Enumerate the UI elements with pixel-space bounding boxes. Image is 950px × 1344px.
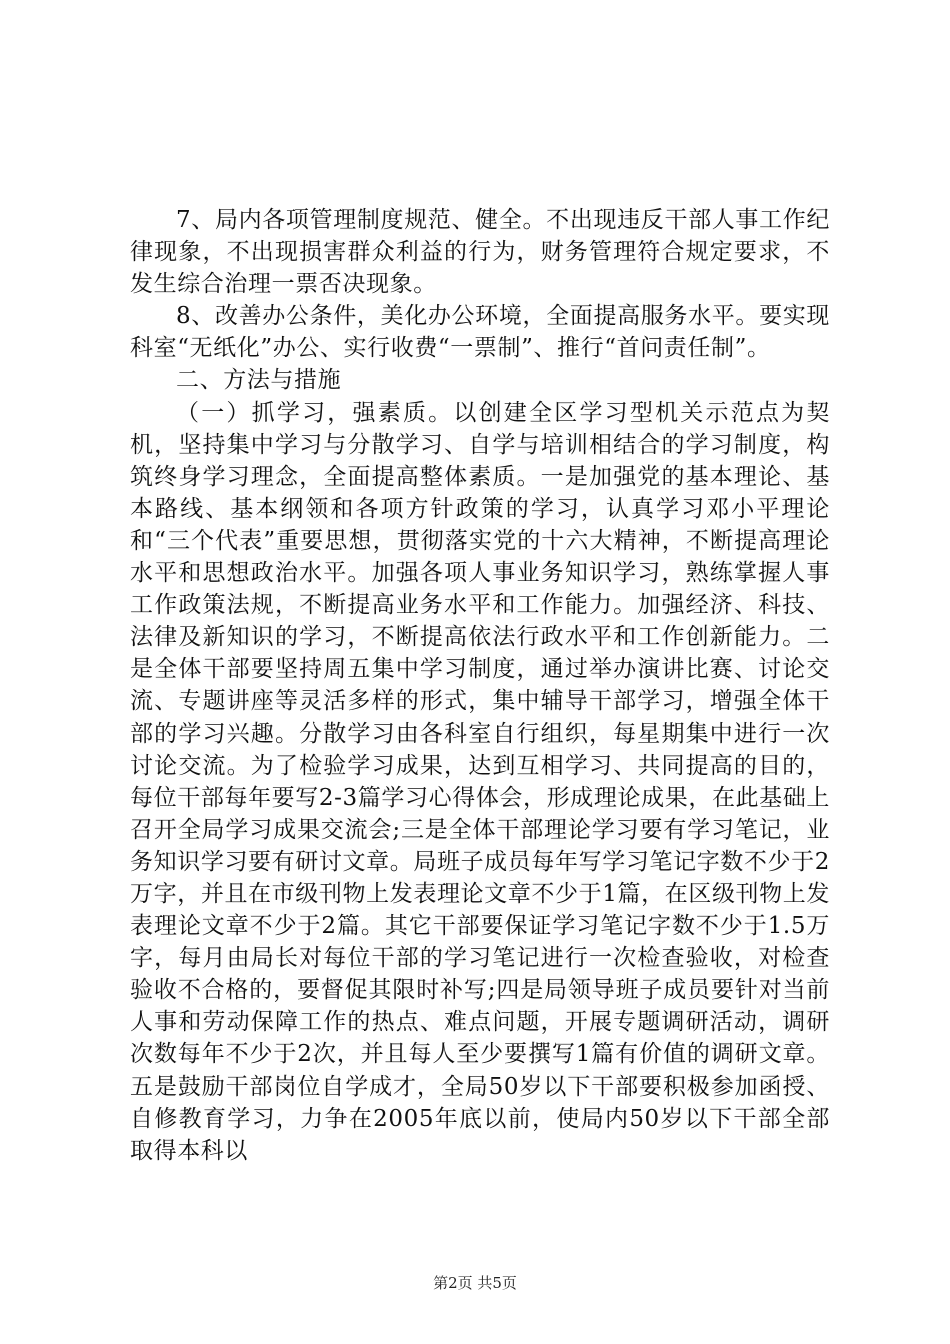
section-heading-methods: 二、方法与措施 bbox=[176, 367, 342, 394]
paragraph-study: （一）抓学习，强素质。以创建全区学习型机关示范点为契机，坚持集中学习与分散学习、自学与培训相结合的学习制度，构筑终身学习理念，全面提高整体素质。一是加强党的基本理论、基本路线、基本纲领和各项方针政策的学习，认真学习邓小平理论和“三个代表”重要思想，贯彻落实党的十六大精神，不断提高理论水平和思想政治水平。加强各项人事业务知识学习，熟练掌握人事工作政策法规，不断提高业务水平和工作能力。加强经济、科技、法律及新知识的学习，不断提高依法行政水平和工作创新能力。二是全体干部要坚持周五集中学习制度，通过举办演讲比赛、讨论交流、专题讲座等灵活多样的形式，集中辅导干部学习，增强全体干部的学习兴趣。分散学习由各科室自行组织，每星期集中进行一次讨论交流。为了检验学习成果，达到互相学习、共同提高的目的，每位干部每年要写2-3篇学习心得体会，形成理论成果，在此基础上召开全局学习成果交流会;三是全体干部理论学习要有学习笔记，业务知识学习要有研讨文章。局班子成员每年写学习笔记字数不少于2万字，并且在市级刊物上发表理论文章不少于1篇，在区级刊物上发表理论文章不少于2篇。其它干部要保证学习笔记字数不少于1.5万字，每月由局长对每位干部的学习笔记进行一次检查验收，对检查验收不合格的，要督促其限时补写;四是局领导班子成员要针对当前人事和劳动保障工作的热点、难点问题，开展专题调研活动，调研次数每年不少于2次，并且每人至少要撰写1篇有价值的调研文章。五是鼓励干部岗位自学成才，全局50岁以下干部要积极参加函授、自修教育学习，力争在2005年底以前，使局内50岁以下干部全部取得本科以 bbox=[130, 399, 830, 1164]
document-body bbox=[130, 204, 830, 1167]
page-number-label: 第2页 共5页 bbox=[433, 1274, 517, 1292]
page-footer bbox=[0, 1273, 950, 1293]
paragraph-item-7: 7、局内各项管理制度规范、健全。不出现违反干部人事工作纪律现象，不出现损害群众利益的行为，财务管理符合规定要求，不发生综合治理一票否决现象。 bbox=[130, 207, 830, 298]
paragraph-item-8: 8、改善办公条件，美化办公环境，全面提高服务水平。要实现科室“无纸化”办公、实行收费“一票制”、推行“首问责任制”。 bbox=[130, 303, 830, 362]
